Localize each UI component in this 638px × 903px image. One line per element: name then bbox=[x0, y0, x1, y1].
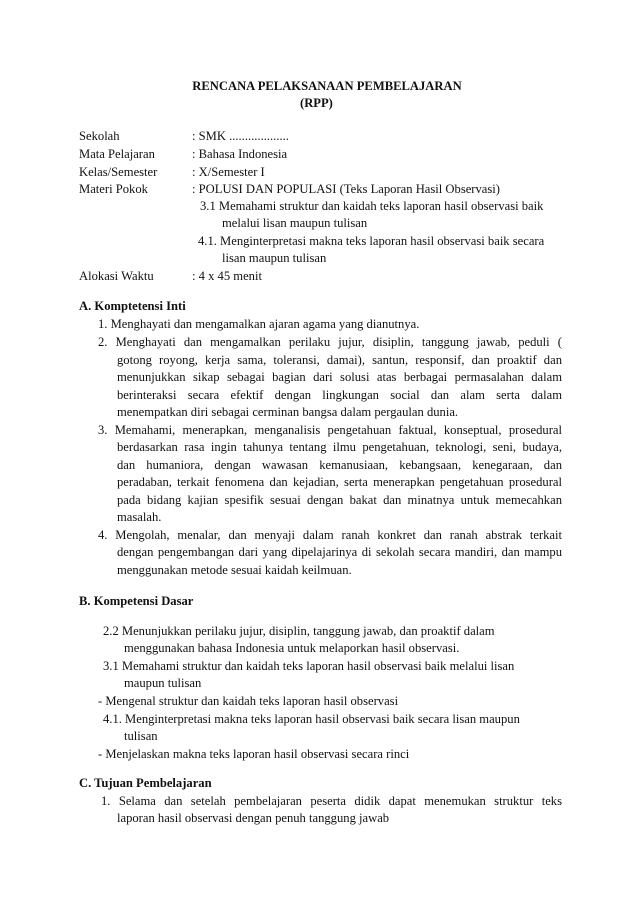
materi-label: Materi Pokok bbox=[79, 182, 148, 196]
kd-line-7: tulisan bbox=[124, 729, 158, 743]
kelas-value: : X/Semester I bbox=[192, 165, 265, 179]
alokasi-value: : 4 x 45 menit bbox=[192, 269, 262, 283]
document-subtitle: (RPP) bbox=[300, 96, 333, 110]
tujuan-line-1: 1. Selama dan setelah pembelajaran peserta didik dapat menemukan struktur teks bbox=[101, 794, 562, 808]
section-a-heading: A. Komptetensi Inti bbox=[79, 299, 186, 313]
ki-item-4-line-2: dengan pengembangan dari yang dipelajarinya di sekolah secara mandiri, dan mampu bbox=[117, 545, 562, 559]
mapel-value: : Bahasa Indonesia bbox=[192, 147, 288, 161]
mapel-label: Mata Pelajaran bbox=[79, 147, 155, 161]
ki-item-2-line-1: 2. Menghayati dan mengamalkan perilaku jujur, disiplin, tanggung jawab, peduli ( bbox=[98, 335, 562, 349]
document-title: RENCANA PELAKSANAAN PEMBELAJARAN bbox=[192, 79, 462, 93]
materi-value: : POLUSI DAN POPULASI (Teks Laporan Hasil Observasi) bbox=[192, 182, 500, 196]
tujuan-line-2: laporan hasil observasi dengan penuh tanggung jawab bbox=[117, 811, 390, 825]
alokasi-label: Alokasi Waktu bbox=[79, 269, 154, 283]
section-b-heading: B. Kompetensi Dasar bbox=[79, 594, 194, 608]
ki-item-3-line-5: pada bidang kajian spesifik sesuai dengan bakat dan minatnya untuk memecahkan bbox=[117, 493, 562, 507]
sekolah-label: Sekolah bbox=[79, 129, 120, 143]
kelas-label: Kelas/Semester bbox=[79, 165, 158, 179]
ki-item-3-line-3: dan humaniora, dengan wawasan kemanusiaan, kebangsaan, kenegaraan, dan bbox=[117, 458, 562, 472]
kd-line-5: - Mengenal struktur dan kaidah teks laporan hasil observasi bbox=[98, 694, 399, 708]
ki-item-2-line-5: menempatkan diri sebagai cerminan bangsa dalam pergaulan dunia. bbox=[117, 405, 459, 419]
ki-item-2-line-2: gotong royong, kerja sama, toleransi, damai), santun, responsif, dan proaktif dan bbox=[117, 353, 562, 367]
kd-line-6: 4.1. Menginterpretasi makna teks laporan hasil observasi baik secara lisan maupun bbox=[103, 712, 520, 726]
sekolah-value: : SMK ................... bbox=[192, 129, 289, 143]
ki-item-4-line-3: menggunakan metode sesuai kaidah keilmuan. bbox=[117, 563, 352, 577]
materi-sub2-line2: lisan maupun tulisan bbox=[222, 251, 327, 265]
kd-line-2: menggunakan bahasa Indonesia untuk melaporkan hasil observasi. bbox=[124, 641, 460, 655]
ki-item-3-line-1: 3. Memahami, menerapkan, menganalisis pengetahuan faktual, konseptual, prosedural bbox=[98, 423, 562, 437]
kd-line-1: 2.2 Menunjukkan perilaku jujur, disiplin, tanggung jawab, dan proaktif dalam bbox=[103, 624, 495, 638]
materi-sub1-line1: 3.1 Memahami struktur dan kaidah teks laporan hasil observasi baik bbox=[200, 199, 544, 213]
kd-line-8: - Menjelaskan makna teks laporan hasil observasi secara rinci bbox=[98, 747, 410, 761]
materi-sub2-line1: 4.1. Menginterpretasi makna teks laporan hasil observasi baik secara bbox=[198, 234, 545, 248]
ki-item-1: 1. Menghayati dan mengamalkan ajaran agama yang dianutnya. bbox=[98, 317, 420, 331]
ki-item-3-line-2: berdasarkan rasa ingin tahunya tentang ilmu pengetahuan, teknologi, seni, budaya, bbox=[117, 440, 562, 454]
kd-line-3: 3.1 Memahami struktur dan kaidah teks laporan hasil observasi baik melalui lisan bbox=[103, 659, 515, 673]
ki-item-3-line-6: masalah. bbox=[117, 510, 162, 524]
ki-item-3-line-4: peradaban, terkait fenomena dan kejadian, serta menerapkan pengetahuan prosedural bbox=[117, 475, 562, 489]
ki-item-2-line-3: menunjukkan sikap sebagai bagian dari solusi atas berbagai permasalahan dalam bbox=[117, 370, 562, 384]
kd-line-4: maupun tulisan bbox=[124, 676, 202, 690]
ki-item-4-line-1: 4. Mengolah, menalar, dan menyaji dalam ranah konkret dan ranah abstrak terkait bbox=[98, 528, 562, 542]
materi-sub1-line2: melalui lisan maupun tulisan bbox=[222, 216, 368, 230]
ki-item-2-line-4: berinteraksi secara efektif dengan lingkungan social dan alam serta dalam bbox=[117, 388, 562, 402]
section-c-heading: C. Tujuan Pembelajaran bbox=[79, 776, 212, 790]
